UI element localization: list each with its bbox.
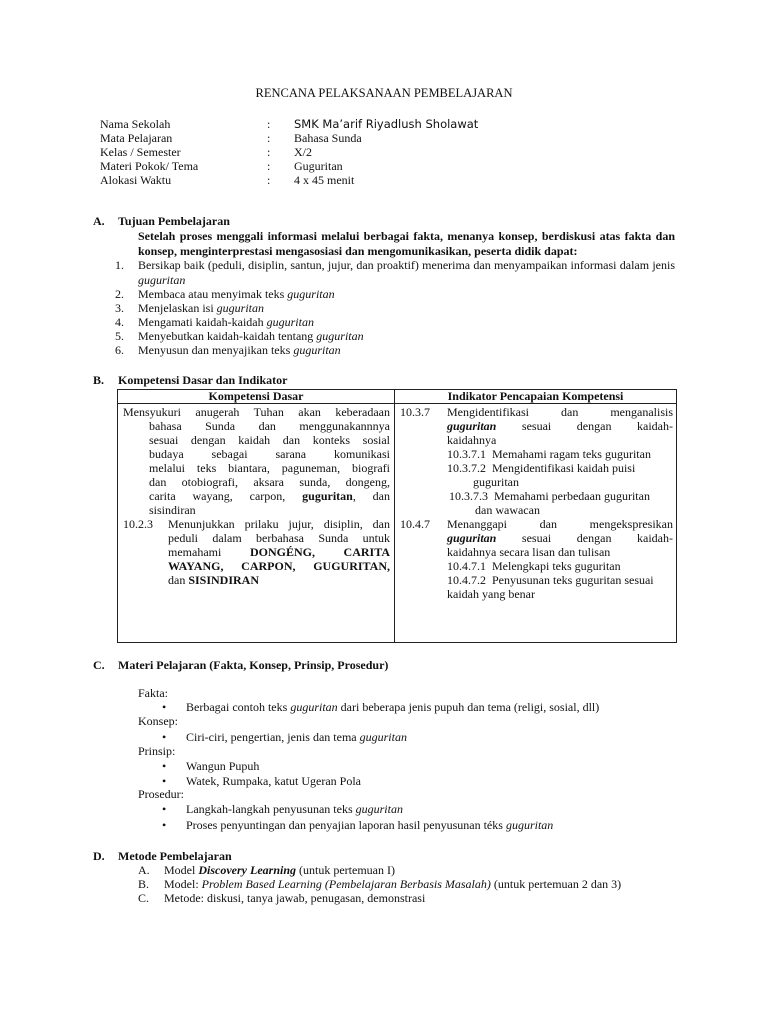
table-header-kd: Kompetensi Dasar — [118, 390, 395, 404]
ind2-line: guguritan sesuai dengan kaidah- — [447, 531, 673, 545]
list-number: 2. — [115, 287, 124, 301]
ind2-line: kaidahnya secara lisan dan tulisan — [447, 545, 611, 559]
section-title: Materi Pelajaran (Fakta, Konsep, Prinsip, Prosedur) — [118, 658, 389, 672]
section-a-intro: Setelah proses menggali informasi melalui berbagai fakta, menanya konsep, berdiskusi atas fakta dan konsep, menginterprestasi mengasosiasi dan mengomunikasikan, peserta didik dapat: — [138, 229, 675, 258]
info-value: 4 x 45 menit — [294, 173, 355, 187]
kd1-line: budaya sebagai sarana komunikasi — [149, 447, 390, 461]
info-label: Alokasi Waktu — [100, 173, 172, 187]
konsep-label: Konsep: — [138, 714, 178, 728]
list-text: Menyusun dan menyajikan teks guguritan — [138, 343, 341, 357]
info-colon: : — [267, 131, 271, 145]
list-text: Menyebutkan kaidah-kaidah tentang guguritan — [138, 329, 364, 343]
bullet-text: Watek, Rumpaka, katut Ugeran Pola — [186, 774, 361, 788]
section-letter: C. — [93, 658, 105, 672]
ind1-line: guguritan sesuai dengan kaidah- — [447, 419, 673, 433]
bullet-dot: • — [162, 818, 167, 832]
kd1-line: carita wayang, carpon, guguritan, dan — [149, 489, 390, 503]
kd2-line: Menunjukkan prilaku jujur, disiplin, dan — [168, 517, 390, 531]
bullet-dot: • — [162, 802, 167, 816]
kd-cell — [118, 404, 395, 643]
method-item: C. Metode: diskusi, tanya jawab, penugasan, demonstrasi — [138, 891, 426, 905]
info-colon: : — [267, 173, 271, 187]
ind1-sub: 10.3.7.1 Memahami ragam teks guguritan — [447, 447, 651, 461]
ind2-sub: 10.4.7.2 Penyusunan teks guguritan sesuai — [447, 573, 654, 587]
info-colon: : — [267, 159, 271, 173]
ind1-sub: 10.3.7.2 Mengidentifikasi kaidah puisi — [447, 461, 636, 475]
list-number: 4. — [115, 315, 124, 329]
list-number: 5. — [115, 329, 124, 343]
info-value: X/2 — [294, 145, 312, 159]
list-number: 1. — [115, 258, 124, 272]
document-title: RENCANA PELAKSANAAN PEMBELAJARAN — [255, 86, 513, 100]
ind1-sub: dan wawacan — [475, 503, 540, 517]
ind1-number: 10.3.7 — [400, 405, 430, 419]
ind2-number: 10.4.7 — [400, 517, 430, 531]
bullet-text: Langkah-langkah penyusunan teks guguritan — [186, 802, 403, 816]
section-d-heading — [93, 849, 232, 864]
info-value: SMK Ma’arif Riyadlush Sholawat — [294, 117, 479, 131]
bullet-dot: • — [162, 759, 167, 773]
kd2-line: dan SISINDIRAN — [168, 573, 260, 587]
info-colon: : — [267, 117, 271, 131]
section-b-heading — [93, 373, 287, 388]
section-a-heading — [93, 214, 230, 229]
section-title: Kompetensi Dasar dan Indikator — [118, 373, 288, 387]
indicator-cell — [395, 404, 677, 643]
list-number: 6. — [115, 343, 124, 357]
kd1-line: sisindiran — [149, 503, 196, 517]
ind1-sub: 10.3.7.3 Memahami perbedaan guguritan — [449, 489, 650, 503]
method-letter: B. — [138, 877, 150, 891]
info-value: Guguritan — [294, 159, 343, 173]
section-title: Tujuan Pembelajaran — [118, 214, 230, 228]
prosedur-label: Prosedur: — [138, 787, 184, 801]
kd2-line: peduli dalam berbahasa Sunda untuk — [168, 531, 390, 545]
info-label: Kelas / Semester — [100, 145, 181, 159]
kd1-line: dan otobiografi, aksara sunda, dongeng, — [149, 475, 390, 489]
bullet-dot: • — [162, 700, 167, 714]
list-text: Bersikap baik (peduli, disiplin, santun, jujur, dan proaktif) menerima dan menyampaikan informasi dalam jenis guguritan — [138, 258, 675, 287]
list-number: 3. — [115, 301, 124, 315]
ind2-line: Menanggapi dan mengekspresikan — [447, 517, 673, 531]
section-letter: D. — [93, 849, 105, 863]
method-letter: C. — [138, 891, 150, 905]
section-letter: B. — [93, 373, 105, 387]
kd1-line: bahasa Sunda dan menggunakannnya — [149, 419, 390, 433]
kd2-line: memahami DONGÉNG, CARITA — [168, 545, 390, 559]
fakta-label: Fakta: — [138, 686, 168, 700]
bullet-text: Ciri-ciri, pengertian, jenis dan tema guguritan — [186, 730, 407, 744]
info-colon: : — [267, 145, 271, 159]
method-letter: A. — [138, 863, 150, 877]
section-c-heading — [93, 658, 388, 673]
ind2-sub: kaidah yang benar — [447, 587, 535, 601]
info-label: Nama Sekolah — [100, 117, 171, 131]
method-item: B. Model: Problem Based Learning (Pembelajaran Berbasis Masalah) (untuk pertemuan 2 dan 3) — [138, 877, 622, 891]
method-item: A. Model Discovery Learning (untuk pertemuan I) — [138, 863, 395, 877]
kd1-line: Mensyukuri anugerah Tuhan akan keberadaan — [123, 405, 390, 419]
list-text: Mengamati kaidah-kaidah guguritan — [138, 315, 314, 329]
ind1-line: kaidahnya — [447, 433, 497, 447]
table-header-indicator: Indikator Pencapaian Kompetensi — [395, 390, 677, 404]
section-letter: A. — [93, 214, 105, 228]
prinsip-label: Prinsip: — [138, 744, 176, 758]
ind2-sub: 10.4.7.1 Melengkapi teks guguritan — [447, 559, 621, 573]
ind1-line: Mengidentifikasi dan menganalisis — [447, 405, 673, 419]
bullet-text: Wangun Pupuh — [186, 759, 260, 773]
info-label: Mata Pelajaran — [100, 131, 173, 145]
bullet-text: Berbagai contoh teks guguritan dari beberapa jenis pupuh dan tema (religi, sosial, dll) — [186, 700, 600, 714]
list-text: Membaca atau menyimak teks guguritan — [138, 287, 335, 301]
kd2-number: 10.2.3 — [123, 517, 153, 531]
bullet-text: Proses penyuntingan dan penyajian laporan hasil penyusunan téks guguritan — [186, 818, 554, 832]
competency-table — [117, 389, 677, 643]
bullet-dot: • — [162, 730, 167, 744]
kd1-line: melalui teks biantara, paguneman, biografi — [149, 461, 390, 475]
section-title: Metode Pembelajaran — [118, 849, 232, 863]
kd2-line: WAYANG, CARPON, GUGURITAN, — [168, 559, 390, 573]
ind1-sub: guguritan — [473, 475, 519, 489]
list-text: Menjelaskan isi guguritan — [138, 301, 264, 315]
kd1-line: sesuai dengan kaidah dan konteks sosial — [149, 433, 390, 447]
bullet-dot: • — [162, 774, 167, 788]
info-value: Bahasa Sunda — [294, 131, 362, 145]
info-label: Materi Pokok/ Tema — [100, 159, 199, 173]
